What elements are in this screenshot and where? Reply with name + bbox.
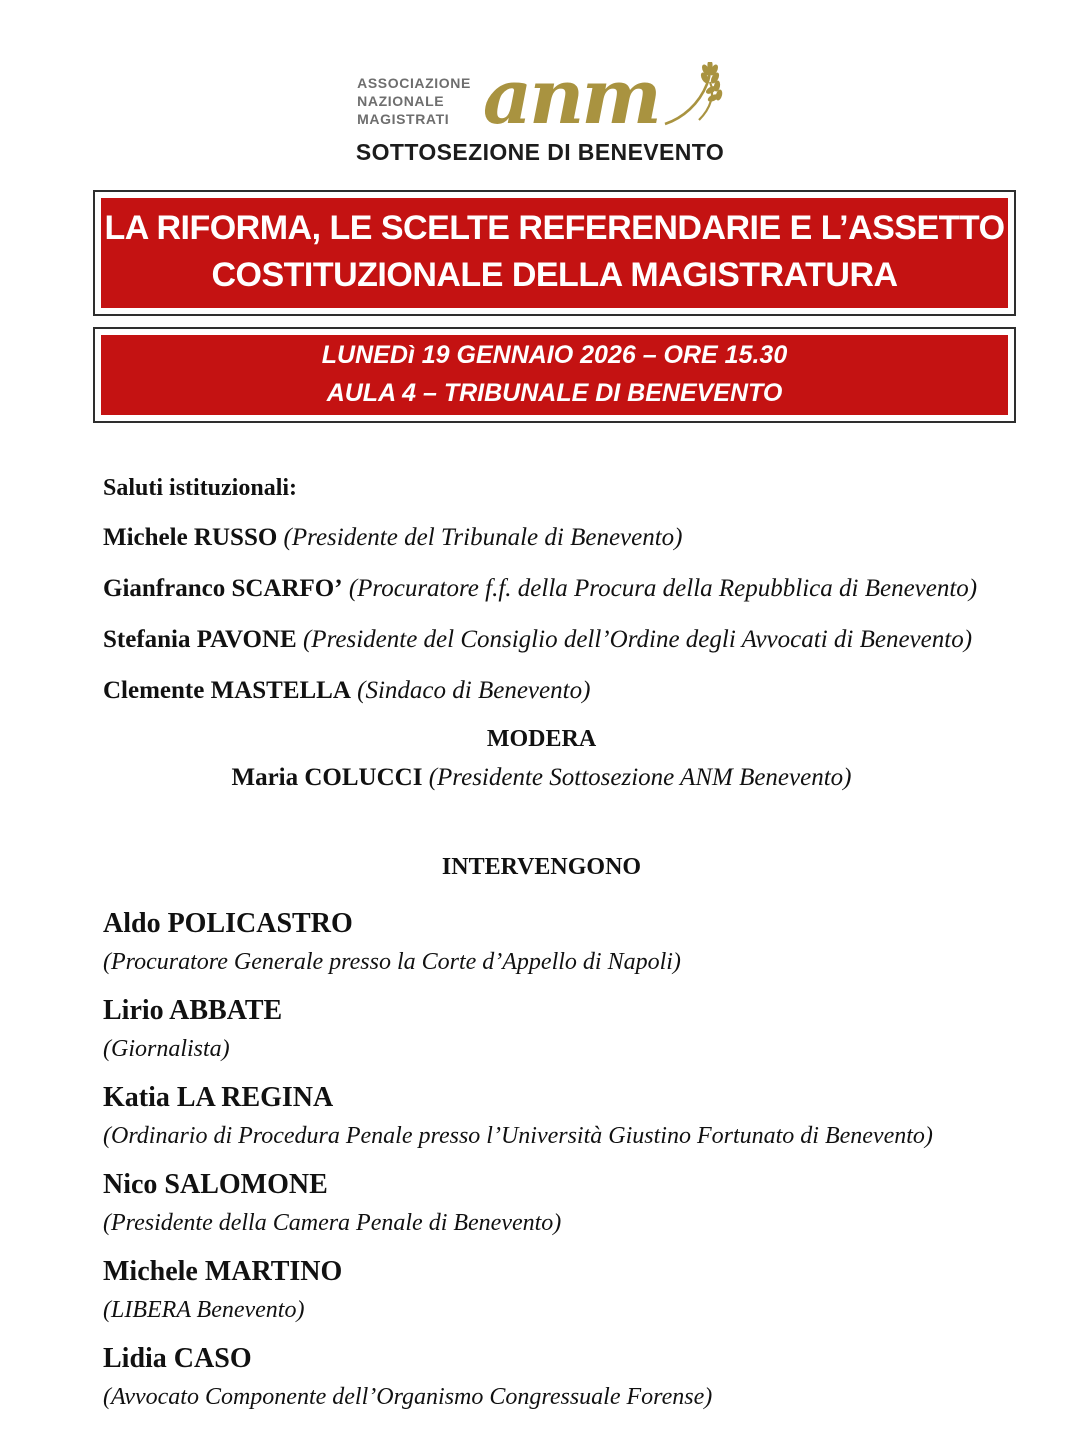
person-role: (Procuratore f.f. della Procura della Repubblica di Benevento) — [348, 575, 978, 602]
subsection-title: SOTTOSEZIONE DI BENEVENTO — [355, 139, 725, 165]
event-datetime: LUNEDì 19 GENNAIO 2026 – ORE 15.30 — [321, 341, 788, 369]
event-location: AULA 4 – TRIBUNALE DI BENEVENTO — [326, 379, 783, 407]
logo-org-line: ASSOCIAZIONE — [357, 75, 471, 91]
program-content — [0, 475, 1080, 1412]
anm-wordmark: anm — [482, 52, 659, 141]
person-role: (Sindaco di Benevento) — [357, 677, 591, 704]
speaker-role: (Presidente della Camera Penale di Benevento) — [103, 1210, 562, 1236]
speakers-heading: INTERVENGONO — [441, 854, 642, 880]
speaker — [103, 1342, 980, 1412]
speaker-name: Lidia CASO — [103, 1343, 252, 1374]
date-banner-inner — [101, 335, 1008, 415]
moderator-person — [103, 764, 980, 792]
greetings-heading: Saluti istituzionali: — [103, 475, 298, 501]
speaker — [103, 1081, 980, 1151]
anm-logo — [0, 0, 1080, 141]
person-name: Maria COLUCCI — [231, 764, 423, 791]
speaker-role: (Giornalista) — [103, 1036, 230, 1062]
greeting-person — [103, 522, 980, 554]
person-name: Michele RUSSO — [103, 524, 278, 551]
anm-wordmark-group — [482, 52, 723, 141]
greeting-person — [103, 624, 980, 656]
person-name: Gianfranco SCARFO’ — [103, 575, 343, 602]
speaker — [103, 994, 980, 1064]
person-role: (Presidente del Consiglio dell’Ordine degli Avvocati di Benevento) — [302, 626, 973, 653]
person-role: (Presidente del Tribunale di Benevento) — [283, 524, 683, 551]
logo-org-line: MAGISTRATI — [357, 111, 450, 127]
speaker — [103, 907, 980, 977]
speaker — [103, 1168, 980, 1238]
logo-org-line: NAZIONALE — [357, 93, 445, 109]
person-name: Clemente MASTELLA — [103, 677, 351, 704]
greeting-person — [103, 675, 980, 707]
speaker-name: Katia LA REGINA — [103, 1082, 334, 1113]
speaker-role: (Avvocato Componente dell’Organismo Congressuale Forense) — [103, 1384, 713, 1410]
speaker-role: (Procuratore Generale presso la Corte d’Appello di Napoli) — [103, 949, 681, 975]
speaker-name: Lirio ABBATE — [103, 995, 283, 1026]
title-line-1: LA RIFORMA, LE SCELTE REFERENDARIE E L’ASSETTO — [104, 209, 1005, 247]
anm-org-name — [357, 74, 471, 128]
greeting-person — [103, 573, 980, 605]
speaker-role: (Ordinario di Procedura Penale presso l’Università Giustino Fortunato di Benevento) — [103, 1123, 933, 1149]
wheat-ear-icon — [661, 62, 723, 128]
speaker-name: Nico SALOMONE — [103, 1169, 328, 1200]
speaker-name: Aldo POLICASTRO — [103, 908, 353, 939]
date-banner — [93, 327, 1016, 423]
speaker-name: Michele MARTINO — [103, 1256, 343, 1287]
speaker-role: (LIBERA Benevento) — [103, 1297, 305, 1323]
title-banner-inner — [101, 198, 1008, 308]
moderator-heading: MODERA — [486, 726, 597, 752]
title-banner — [93, 190, 1016, 316]
title-line-2: COSTITUZIONALE DELLA MAGISTRATURA — [211, 256, 898, 294]
person-role: (Presidente Sottosezione ANM Benevento) — [428, 764, 852, 791]
speaker — [103, 1255, 980, 1325]
person-name: Stefania PAVONE — [103, 626, 297, 653]
